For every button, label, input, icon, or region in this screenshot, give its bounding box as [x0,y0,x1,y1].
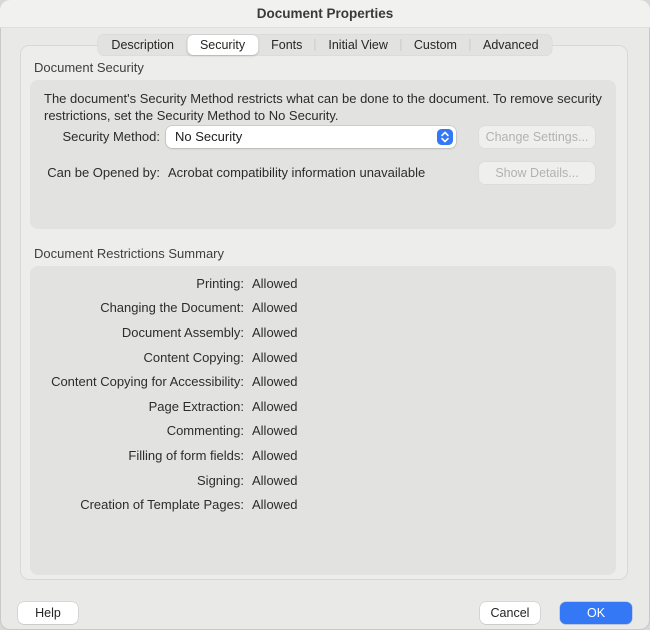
restriction-label: Printing: [196,275,244,291]
tab-segment[interactable]: Initial View [315,35,401,55]
restriction-value: Allowed [252,324,298,340]
restriction-value: Allowed [252,349,298,365]
restriction-value: Allowed [252,423,298,439]
restriction-label: Page Extraction: [148,398,244,414]
tab-segment[interactable]: Description [111,38,174,52]
restriction-row [30,369,616,394]
restriction-row [30,394,616,419]
security-method-selected-value: No Security [175,129,243,144]
restrictions-section-title: Document Restrictions Summary [34,246,224,261]
opened-by-row [30,162,616,184]
restriction-row [30,468,616,493]
change-settings-button[interactable]: Change Settings... [479,126,595,148]
restriction-label: Filling of form fields: [128,447,244,463]
tab-segment[interactable]: Fonts [271,38,303,52]
restriction-label: Changing the Document: [100,300,244,316]
tab-segment[interactable]: Security [187,35,258,55]
restriction-value: Allowed [252,472,298,488]
help-button[interactable]: Help [18,602,78,624]
cancel-button[interactable]: Cancel [480,602,540,624]
opened-by-value: Acrobat compatibility information unavailable [168,165,426,180]
restriction-label: Content Copying: [143,349,244,365]
show-details-button[interactable]: Show Details... [479,162,595,184]
security-method-select[interactable] [166,126,456,148]
titlebar [0,0,650,28]
tab-bar [97,34,552,56]
security-description-text: The document's Security Method restricts what can be done to the document. To remove security restrictions, set the Security Method to No Security. [44,91,602,123]
restriction-row [30,296,616,321]
ok-button[interactable]: OK [560,602,632,624]
restrictions-list [30,271,616,517]
security-method-label: Security Method: [62,129,160,144]
restriction-label: Creation of Template Pages: [80,497,244,513]
restriction-value: Allowed [252,497,298,513]
restrictions-groupbox [30,266,616,575]
restriction-value: Allowed [252,447,298,463]
opened-by-label: Can be Opened by: [47,165,160,180]
restriction-value: Allowed [252,300,298,316]
tab-segment[interactable]: Advanced [470,35,552,55]
restriction-value: Allowed [252,275,298,291]
restriction-label: Document Assembly: [121,324,244,340]
restriction-label: Signing: [197,472,244,488]
dialog-title: Document Properties [256,6,394,21]
restriction-row [30,492,616,517]
restriction-row [30,419,616,444]
restriction-value: Allowed [252,374,298,390]
restriction-label: Content Copying for Accessibility: [51,374,244,390]
restriction-label: Commenting: [166,423,244,439]
document-security-section-title: Document Security [34,60,144,75]
document-security-groupbox [30,80,616,229]
restriction-value: Allowed [252,398,298,414]
restriction-row [30,443,616,468]
popup-stepper-icon [437,129,453,145]
restriction-row [30,271,616,296]
security-method-row [30,126,616,148]
restriction-row [30,345,616,370]
tab-segment[interactable]: Custom [401,35,470,55]
restriction-row [30,320,616,345]
